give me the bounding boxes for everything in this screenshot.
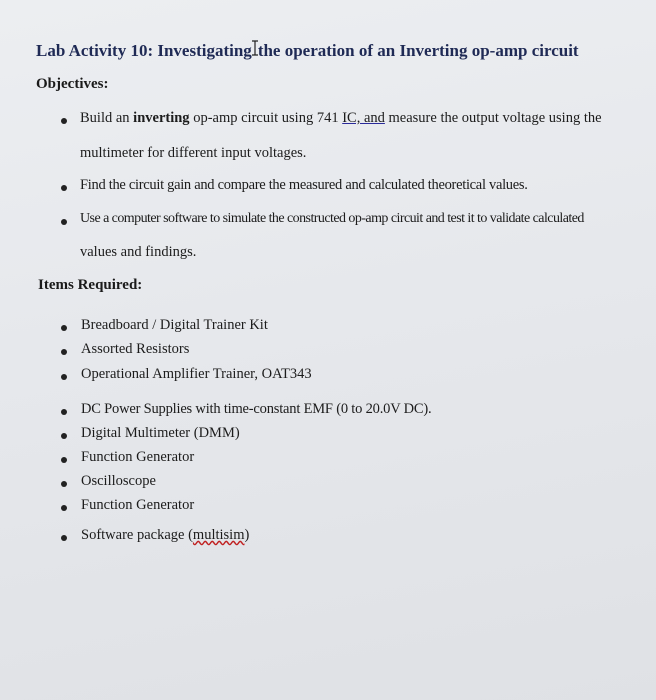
bullet-icon [61,409,67,415]
bullet-icon [61,505,67,511]
items-required-heading: Items Required: [38,277,143,293]
bullet-icon [61,374,67,380]
item-text: Oscilloscope [81,473,156,489]
spellcheck-word[interactable]: multisim [192,527,245,543]
item-text [81,527,249,544]
objective-line [80,110,602,127]
objective-line: Use a computer software to simulate the constructed op-amp circuit and test it to validate calculated [80,211,584,226]
bullet-icon [61,457,67,463]
objective-underlined-text: IC, and [342,110,385,126]
item-text: Function Generator [81,449,195,465]
item-text: Operational Amplifier Trainer, OAT343 [81,366,312,382]
bullet-icon [61,433,67,439]
item-text-part: Software package ( [81,527,193,543]
objective-bold-text: inverting [133,110,190,126]
item-text: DC Power Supplies with time-constant EMF (0 to 20.0V DC). [81,401,432,417]
objective-line: values and findings. [80,244,197,260]
title-part-1: Lab Activity 10: Investigating [36,41,252,60]
objective-text: measure the output voltage using the [388,110,602,126]
bullet-icon [61,219,67,225]
bullet-icon [61,185,67,191]
objectives-heading: Objectives: [36,76,109,92]
objective-text: Build an [80,110,130,126]
item-text: Digital Multimeter (DMM) [81,425,240,441]
bullet-icon [61,118,67,124]
item-text-part: ) [244,527,250,543]
bullet-icon [61,349,67,355]
objective-line: Find the circuit gain and compare the measured and calculated theoretical values. [80,177,528,193]
bullet-icon [61,535,67,541]
bullet-icon [61,481,67,487]
objective-text: op-amp circuit using 741 [193,110,339,126]
page-title [36,40,579,61]
item-text: Function Generator [81,497,195,513]
title-part-2: the operation of an Inverting op-amp circuit [257,41,579,60]
objective-line: multimeter for different input voltages. [80,145,307,161]
item-text: Assorted Resistors [81,341,190,357]
item-text: Breadboard / Digital Trainer Kit [81,317,268,333]
bullet-icon [61,325,67,331]
